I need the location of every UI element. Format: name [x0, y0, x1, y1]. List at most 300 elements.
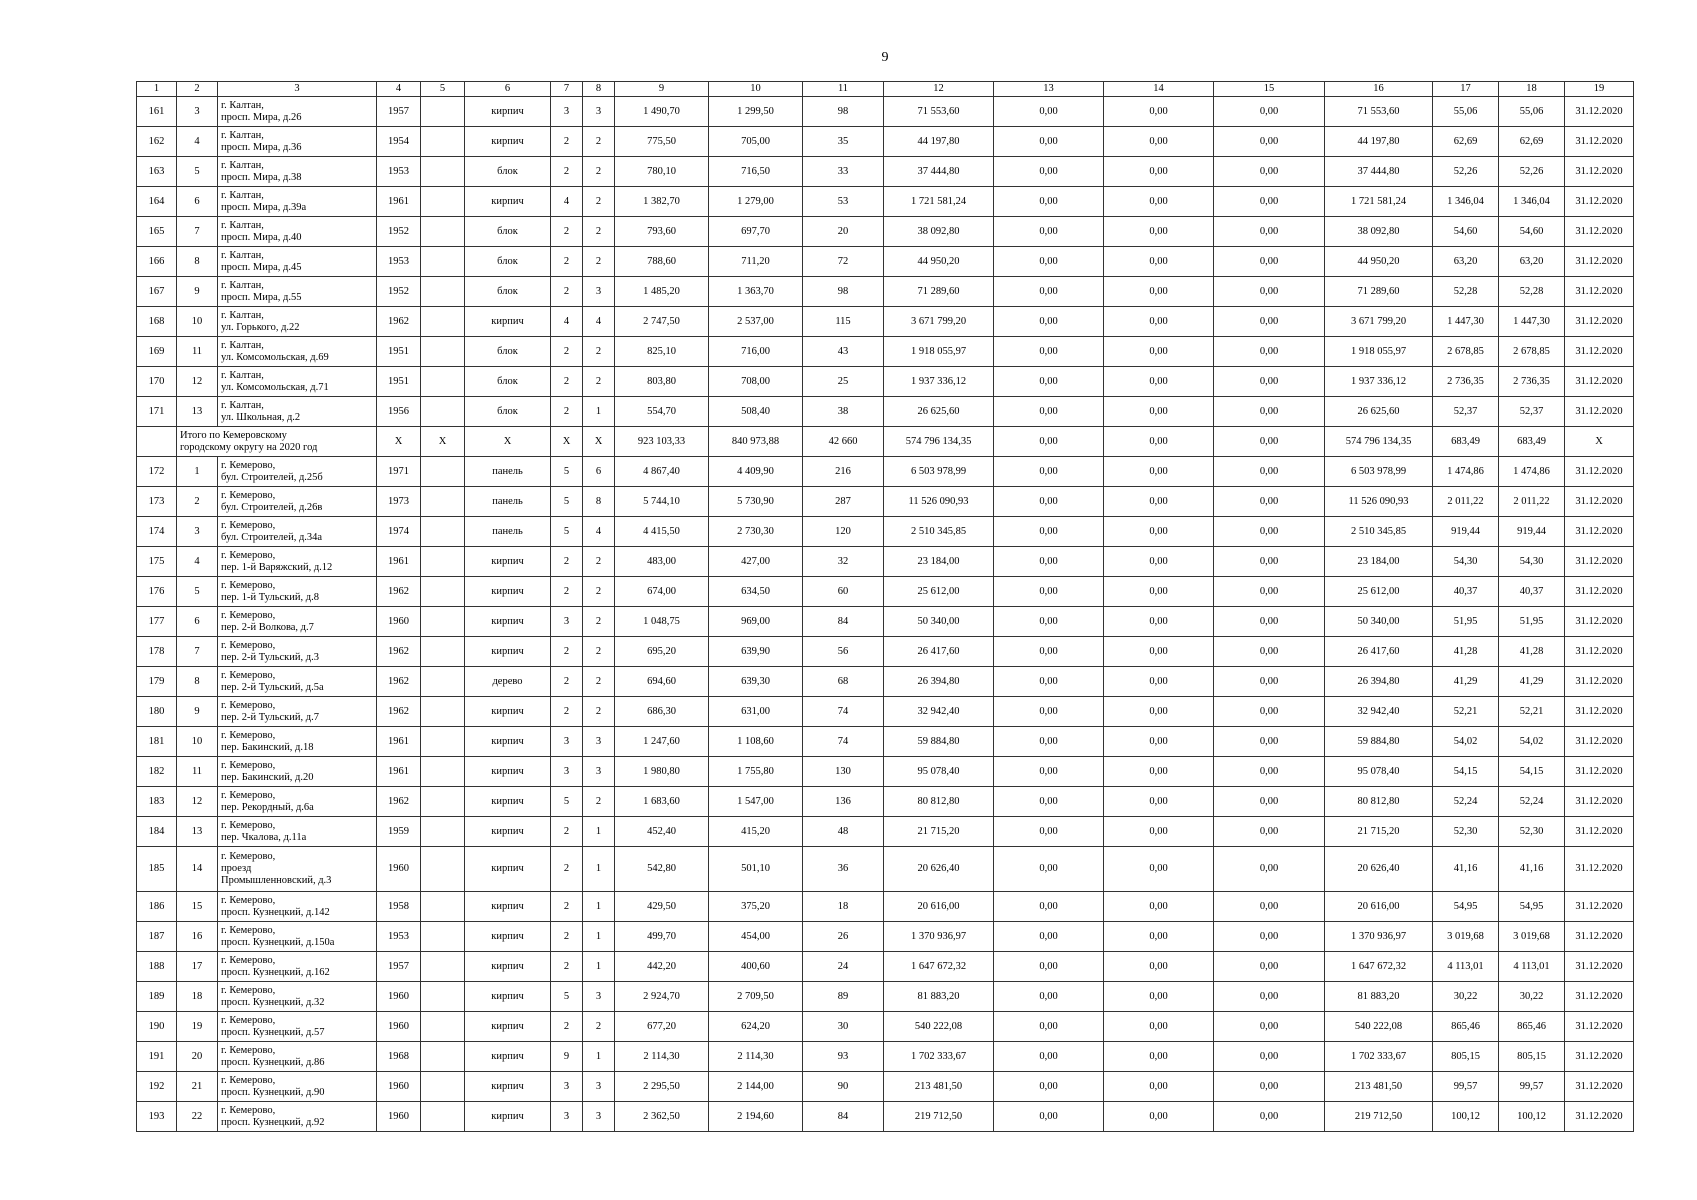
cell-col-c17: 54,60	[1433, 217, 1499, 247]
table-row	[137, 157, 1634, 187]
cell-col-en: 2	[583, 1012, 615, 1042]
row-sub-number: 5	[177, 577, 218, 607]
cell-col-c9: 554,70	[615, 397, 709, 427]
cell-col-c19: 31.12.2020	[1565, 127, 1634, 157]
cell-col-c9: 2 747,50	[615, 307, 709, 337]
cell-col-c12: 1 918 055,97	[884, 337, 994, 367]
cell-col-c14: 0,00	[1104, 97, 1214, 127]
cell-col-year: 1957	[377, 952, 421, 982]
cell-col-c5	[421, 1072, 465, 1102]
cell-col-c19: 31.12.2020	[1565, 307, 1634, 337]
address-line: ул. Комсомольская, д.69	[221, 351, 329, 363]
cell-col-c16: 1 918 055,97	[1325, 337, 1433, 367]
table-row	[137, 757, 1634, 787]
cell-col-c15: 0,00	[1214, 157, 1325, 187]
cell-col-c5	[421, 637, 465, 667]
cell-col-c15: 0,00	[1214, 277, 1325, 307]
cell-col-c16: 44 197,80	[1325, 127, 1433, 157]
cell-col-fl: 2	[551, 817, 583, 847]
row-sub-number: 14	[177, 847, 218, 892]
row-sub-number: 8	[177, 667, 218, 697]
cell-col-fl: 3	[551, 727, 583, 757]
address-cell	[218, 637, 377, 667]
cell-col-c17: 40,37	[1433, 577, 1499, 607]
cell-col-year: 1953	[377, 922, 421, 952]
cell-col-c15: 0,00	[1214, 217, 1325, 247]
address-line: просп. Кузнецкий, д.92	[221, 1116, 325, 1128]
cell-col-mat: кирпич	[465, 982, 551, 1012]
cell-col-c16: 2 510 345,85	[1325, 517, 1433, 547]
cell-col-c10: 1 755,80	[709, 757, 803, 787]
cell-col-c14: 0,00	[1104, 157, 1214, 187]
cell-col-c9: 1 382,70	[615, 187, 709, 217]
row-sub-number: 16	[177, 922, 218, 952]
subtotal-col-c5: X	[421, 427, 465, 457]
cell-col-mat: панель	[465, 517, 551, 547]
row-number: 193	[137, 1102, 177, 1132]
cell-col-c5	[421, 277, 465, 307]
cell-col-en: 2	[583, 187, 615, 217]
row-sub-number: 22	[177, 1102, 218, 1132]
cell-col-c17: 54,02	[1433, 727, 1499, 757]
cell-col-year: 1960	[377, 1012, 421, 1042]
cell-col-c19: 31.12.2020	[1565, 1012, 1634, 1042]
cell-col-c14: 0,00	[1104, 247, 1214, 277]
table-row	[137, 277, 1634, 307]
cell-col-c18: 52,24	[1499, 787, 1565, 817]
cell-col-c5	[421, 187, 465, 217]
cell-col-c13: 0,00	[994, 667, 1104, 697]
address-cell	[218, 187, 377, 217]
subtotal-col-c17: 683,49	[1433, 427, 1499, 457]
cell-col-c12: 6 503 978,99	[884, 457, 994, 487]
cell-col-c19: 31.12.2020	[1565, 892, 1634, 922]
cell-col-c17: 1 447,30	[1433, 307, 1499, 337]
cell-col-c9: 2 924,70	[615, 982, 709, 1012]
address-line: бул. Строителей, д.26в	[221, 501, 323, 513]
address-line: г. Кемерово,	[221, 984, 276, 996]
cell-col-c13: 0,00	[994, 1042, 1104, 1072]
cell-col-c11: 84	[803, 1102, 884, 1132]
cell-col-c14: 0,00	[1104, 577, 1214, 607]
cell-col-c9: 686,30	[615, 697, 709, 727]
cell-col-c18: 52,37	[1499, 397, 1565, 427]
cell-col-year: 1961	[377, 727, 421, 757]
cell-col-c10: 375,20	[709, 892, 803, 922]
table-row	[137, 247, 1634, 277]
cell-col-c13: 0,00	[994, 457, 1104, 487]
cell-col-en: 1	[583, 1042, 615, 1072]
row-sub-number: 9	[177, 277, 218, 307]
address-line: г. Кемерово,	[221, 519, 276, 531]
cell-col-c15: 0,00	[1214, 787, 1325, 817]
cell-col-c5	[421, 577, 465, 607]
cell-col-c16: 1 702 333,67	[1325, 1042, 1433, 1072]
cell-col-c9: 452,40	[615, 817, 709, 847]
cell-col-en: 2	[583, 787, 615, 817]
cell-col-c19: 31.12.2020	[1565, 922, 1634, 952]
cell-col-c19: 31.12.2020	[1565, 547, 1634, 577]
cell-col-c10: 639,30	[709, 667, 803, 697]
cell-col-c16: 71 289,60	[1325, 277, 1433, 307]
address-line: пер. 2-й Тульский, д.5а	[221, 681, 324, 693]
address-cell	[218, 847, 377, 892]
row-number: 162	[137, 127, 177, 157]
cell-col-c19: 31.12.2020	[1565, 667, 1634, 697]
row-sub-number: 3	[177, 97, 218, 127]
cell-col-c19: 31.12.2020	[1565, 157, 1634, 187]
cell-col-c12: 540 222,08	[884, 1012, 994, 1042]
table-row	[137, 217, 1634, 247]
cell-col-c17: 865,46	[1433, 1012, 1499, 1042]
cell-col-year: 1974	[377, 517, 421, 547]
column-header: 3	[218, 82, 377, 97]
cell-col-c14: 0,00	[1104, 1012, 1214, 1042]
cell-col-c12: 23 184,00	[884, 547, 994, 577]
table-row	[137, 337, 1634, 367]
cell-col-c17: 54,95	[1433, 892, 1499, 922]
cell-col-c5	[421, 367, 465, 397]
cell-col-c16: 81 883,20	[1325, 982, 1433, 1012]
row-number: 185	[137, 847, 177, 892]
cell-col-c12: 50 340,00	[884, 607, 994, 637]
subtotal-col-c18: 683,49	[1499, 427, 1565, 457]
cell-col-c17: 52,26	[1433, 157, 1499, 187]
address-line: г. Кемерово,	[221, 579, 276, 591]
cell-col-c12: 26 625,60	[884, 397, 994, 427]
page-number: 9	[881, 50, 889, 65]
cell-col-c13: 0,00	[994, 127, 1104, 157]
cell-col-c14: 0,00	[1104, 217, 1214, 247]
address-line: пер. 2-й Волкова, д.7	[221, 621, 314, 633]
cell-col-fl: 9	[551, 1042, 583, 1072]
cell-col-c18: 2 011,22	[1499, 487, 1565, 517]
cell-col-c18: 54,02	[1499, 727, 1565, 757]
column-header: 18	[1499, 82, 1565, 97]
cell-col-c9: 674,00	[615, 577, 709, 607]
cell-col-c18: 41,29	[1499, 667, 1565, 697]
address-line: пер. 1-й Варяжский, д.12	[221, 561, 333, 573]
cell-col-c14: 0,00	[1104, 517, 1214, 547]
address-line: пер. Бакинский, д.20	[221, 771, 314, 783]
cell-col-c13: 0,00	[994, 337, 1104, 367]
cell-col-c15: 0,00	[1214, 667, 1325, 697]
subtotal-col-c15: 0,00	[1214, 427, 1325, 457]
cell-col-c17: 2 011,22	[1433, 487, 1499, 517]
column-header: 13	[994, 82, 1104, 97]
table-row	[137, 187, 1634, 217]
cell-col-c14: 0,00	[1104, 922, 1214, 952]
address-line: просп. Кузнецкий, д.162	[221, 966, 330, 978]
cell-col-c11: 48	[803, 817, 884, 847]
cell-col-mat: кирпич	[465, 952, 551, 982]
cell-col-c18: 51,95	[1499, 607, 1565, 637]
address-line: г. Калтан,	[221, 369, 264, 381]
cell-col-year: 1960	[377, 982, 421, 1012]
cell-col-c15: 0,00	[1214, 1072, 1325, 1102]
cell-col-year: 1951	[377, 337, 421, 367]
address-line: пер. 2-й Тульский, д.7	[221, 711, 319, 723]
cell-col-c11: 98	[803, 97, 884, 127]
cell-col-c12: 44 197,80	[884, 127, 994, 157]
cell-col-c10: 1 363,70	[709, 277, 803, 307]
cell-col-c13: 0,00	[994, 892, 1104, 922]
cell-col-c9: 1 485,20	[615, 277, 709, 307]
cell-col-c16: 1 937 336,12	[1325, 367, 1433, 397]
row-number: 173	[137, 487, 177, 517]
cell-col-en: 6	[583, 457, 615, 487]
cell-col-c5	[421, 397, 465, 427]
row-sub-number: 15	[177, 892, 218, 922]
table-row	[137, 397, 1634, 427]
subtotal-label-line: Итого по Кемеровскому	[180, 429, 287, 441]
subtotal-col-c11: 42 660	[803, 427, 884, 457]
column-header: 14	[1104, 82, 1214, 97]
cell-col-c10: 2 194,60	[709, 1102, 803, 1132]
column-header: 12	[884, 82, 994, 97]
table-row	[137, 817, 1634, 847]
cell-col-c12: 1 937 336,12	[884, 367, 994, 397]
cell-col-mat: кирпич	[465, 577, 551, 607]
row-sub-number: 4	[177, 547, 218, 577]
cell-col-c13: 0,00	[994, 847, 1104, 892]
cell-col-c5	[421, 757, 465, 787]
address-line: просп. Мира, д.55	[221, 291, 302, 303]
cell-col-c9: 442,20	[615, 952, 709, 982]
cell-col-c17: 52,30	[1433, 817, 1499, 847]
address-line: г. Кемерово,	[221, 1074, 276, 1086]
cell-col-c16: 26 417,60	[1325, 637, 1433, 667]
cell-col-c13: 0,00	[994, 922, 1104, 952]
subtotal-col-mat: X	[465, 427, 551, 457]
address-cell	[218, 307, 377, 337]
cell-col-year: 1961	[377, 547, 421, 577]
cell-col-c10: 4 409,90	[709, 457, 803, 487]
address-line: г. Калтан,	[221, 339, 264, 351]
cell-col-year: 1962	[377, 307, 421, 337]
cell-col-fl: 5	[551, 982, 583, 1012]
cell-col-fl: 2	[551, 847, 583, 892]
cell-col-c9: 4 415,50	[615, 517, 709, 547]
cell-col-en: 2	[583, 577, 615, 607]
cell-col-c5	[421, 217, 465, 247]
cell-col-c11: 136	[803, 787, 884, 817]
cell-col-year: 1953	[377, 247, 421, 277]
address-line: пер. Бакинский, д.18	[221, 741, 314, 753]
cell-col-c18: 1 474,86	[1499, 457, 1565, 487]
cell-col-c12: 32 942,40	[884, 697, 994, 727]
cell-col-c13: 0,00	[994, 982, 1104, 1012]
address-line: г. Кемерово,	[221, 924, 276, 936]
cell-col-c15: 0,00	[1214, 757, 1325, 787]
cell-col-c10: 708,00	[709, 367, 803, 397]
address-line: г. Кемерово,	[221, 1014, 276, 1026]
address-line: ул. Горького, д.22	[221, 321, 300, 333]
cell-col-c12: 71 553,60	[884, 97, 994, 127]
address-line: г. Кемерово,	[221, 459, 276, 471]
cell-col-c11: 93	[803, 1042, 884, 1072]
cell-col-mat: кирпич	[465, 97, 551, 127]
row-sub-number: 3	[177, 517, 218, 547]
cell-col-c11: 98	[803, 277, 884, 307]
cell-col-year: 1962	[377, 637, 421, 667]
cell-col-c15: 0,00	[1214, 577, 1325, 607]
cell-col-c5	[421, 667, 465, 697]
cell-col-c19: 31.12.2020	[1565, 1042, 1634, 1072]
row-number: 188	[137, 952, 177, 982]
row-number: 169	[137, 337, 177, 367]
cell-col-c18: 54,30	[1499, 547, 1565, 577]
cell-col-en: 4	[583, 307, 615, 337]
cell-col-c5	[421, 127, 465, 157]
cell-col-c12: 219 712,50	[884, 1102, 994, 1132]
cell-col-c11: 26	[803, 922, 884, 952]
cell-col-en: 1	[583, 847, 615, 892]
cell-col-fl: 2	[551, 217, 583, 247]
cell-col-fl: 4	[551, 187, 583, 217]
cell-col-c13: 0,00	[994, 637, 1104, 667]
cell-col-mat: блок	[465, 277, 551, 307]
cell-col-c19: 31.12.2020	[1565, 607, 1634, 637]
cell-col-en: 2	[583, 547, 615, 577]
cell-col-c15: 0,00	[1214, 727, 1325, 757]
table-row	[137, 367, 1634, 397]
address-line: г. Кемерово,	[221, 729, 276, 741]
address-line: г. Кемерово,	[221, 489, 276, 501]
cell-col-c16: 59 884,80	[1325, 727, 1433, 757]
cell-col-mat: кирпич	[465, 847, 551, 892]
cell-col-c14: 0,00	[1104, 952, 1214, 982]
row-sub-number: 2	[177, 487, 218, 517]
cell-col-c17: 4 113,01	[1433, 952, 1499, 982]
cell-col-c17: 51,95	[1433, 607, 1499, 637]
cell-col-c11: 38	[803, 397, 884, 427]
address-line: г. Кемерово,	[221, 1104, 276, 1116]
cell-col-mat: кирпич	[465, 787, 551, 817]
table-row	[137, 547, 1634, 577]
cell-col-c11: 84	[803, 607, 884, 637]
cell-col-c14: 0,00	[1104, 397, 1214, 427]
cell-col-c13: 0,00	[994, 1102, 1104, 1132]
cell-col-c19: 31.12.2020	[1565, 517, 1634, 547]
cell-col-c12: 1 702 333,67	[884, 1042, 994, 1072]
address-line: просп. Мира, д.36	[221, 141, 302, 153]
cell-col-c9: 499,70	[615, 922, 709, 952]
cell-col-c15: 0,00	[1214, 397, 1325, 427]
cell-col-c10: 711,20	[709, 247, 803, 277]
column-header: 19	[1565, 82, 1634, 97]
cell-col-c10: 705,00	[709, 127, 803, 157]
cell-col-mat: кирпич	[465, 922, 551, 952]
cell-col-fl: 3	[551, 607, 583, 637]
cell-col-c14: 0,00	[1104, 787, 1214, 817]
cell-col-c18: 30,22	[1499, 982, 1565, 1012]
address-line: г. Кемерово,	[221, 851, 276, 862]
column-header: 11	[803, 82, 884, 97]
address-cell	[218, 487, 377, 517]
address-line: ул. Комсомольская, д.71	[221, 381, 329, 393]
cell-col-c11: 60	[803, 577, 884, 607]
cell-col-c5	[421, 97, 465, 127]
cell-col-c18: 52,21	[1499, 697, 1565, 727]
column-header: 17	[1433, 82, 1499, 97]
cell-col-fl: 3	[551, 1102, 583, 1132]
cell-col-mat: кирпич	[465, 307, 551, 337]
cell-col-c14: 0,00	[1104, 367, 1214, 397]
cell-col-mat: кирпич	[465, 637, 551, 667]
row-sub-number: 19	[177, 1012, 218, 1042]
address-line: г. Калтан,	[221, 219, 264, 231]
cell-col-c16: 37 444,80	[1325, 157, 1433, 187]
address-cell	[218, 982, 377, 1012]
cell-col-mat: панель	[465, 457, 551, 487]
cell-col-fl: 2	[551, 367, 583, 397]
cell-col-c9: 1 980,80	[615, 757, 709, 787]
row-sub-number: 17	[177, 952, 218, 982]
address-cell	[218, 517, 377, 547]
cell-col-c13: 0,00	[994, 607, 1104, 637]
cell-col-year: 1971	[377, 457, 421, 487]
cell-col-c17: 2 678,85	[1433, 337, 1499, 367]
address-cell	[218, 817, 377, 847]
cell-col-c13: 0,00	[994, 157, 1104, 187]
cell-col-c9: 677,20	[615, 1012, 709, 1042]
cell-col-fl: 2	[551, 547, 583, 577]
address-cell	[218, 547, 377, 577]
cell-col-c12: 37 444,80	[884, 157, 994, 187]
cell-col-c5	[421, 952, 465, 982]
address-line: пер. 2-й Тульский, д.3	[221, 651, 319, 663]
cell-col-mat: кирпич	[465, 697, 551, 727]
row-sub-number: 6	[177, 607, 218, 637]
cell-col-c15: 0,00	[1214, 982, 1325, 1012]
cell-col-c16: 80 812,80	[1325, 787, 1433, 817]
cell-col-c18: 41,28	[1499, 637, 1565, 667]
cell-col-c9: 1 683,60	[615, 787, 709, 817]
cell-col-c10: 1 279,00	[709, 187, 803, 217]
cell-col-c15: 0,00	[1214, 697, 1325, 727]
address-line: г. Кемерово,	[221, 789, 276, 801]
cell-col-c17: 62,69	[1433, 127, 1499, 157]
address-line: пер. Рекордный, д.6а	[221, 801, 314, 813]
cell-col-fl: 2	[551, 892, 583, 922]
cell-col-year: 1962	[377, 787, 421, 817]
cell-col-c9: 695,20	[615, 637, 709, 667]
cell-col-c14: 0,00	[1104, 982, 1214, 1012]
cell-col-c10: 631,00	[709, 697, 803, 727]
cell-col-year: 1959	[377, 817, 421, 847]
cell-col-c15: 0,00	[1214, 547, 1325, 577]
address-line: г. Калтан,	[221, 279, 264, 291]
cell-col-c9: 2 114,30	[615, 1042, 709, 1072]
cell-col-c5	[421, 892, 465, 922]
column-header: 5	[421, 82, 465, 97]
subtotal-label-line: городскому округу на 2020 год	[180, 441, 318, 453]
table-row	[137, 607, 1634, 637]
cell-col-c19: 31.12.2020	[1565, 847, 1634, 892]
cell-col-en: 2	[583, 667, 615, 697]
cell-col-c15: 0,00	[1214, 892, 1325, 922]
cell-col-c19: 31.12.2020	[1565, 1102, 1634, 1132]
cell-col-c11: 68	[803, 667, 884, 697]
address-cell	[218, 697, 377, 727]
column-header: 10	[709, 82, 803, 97]
cell-col-c12: 11 526 090,93	[884, 487, 994, 517]
table-row	[137, 577, 1634, 607]
cell-col-en: 1	[583, 397, 615, 427]
cell-col-c14: 0,00	[1104, 127, 1214, 157]
cell-col-c15: 0,00	[1214, 1042, 1325, 1072]
